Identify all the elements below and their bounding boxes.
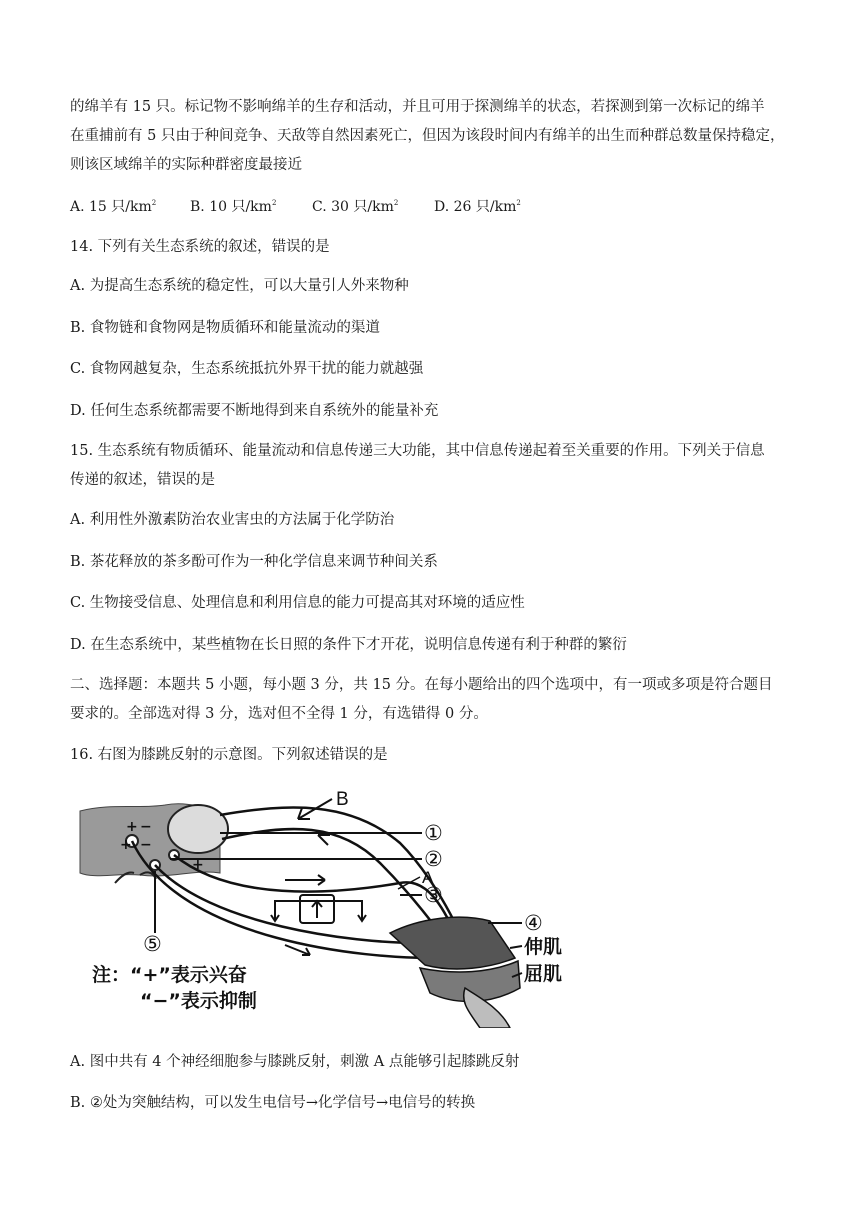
q15-stem-line-2: 传递的叙述，错误的是 (70, 472, 215, 488)
note-excitation: 注：“+”表示兴奋 (92, 964, 247, 986)
q13-option-d: D. 26 只$/km^2$ (434, 199, 521, 215)
label-5: ⑤ (143, 932, 162, 956)
q13-option-b: B. 10 只$/km^2$ (190, 199, 277, 215)
q15-option-b: B. 茶花释放的茶多酚可作为一种化学信息来调节种间关系 (70, 554, 438, 570)
label-3: ③ (424, 883, 443, 907)
q13-line-3: 则该区域绵羊的实际种群密度最接近 (70, 157, 302, 173)
sensory-fiber-lower (222, 829, 440, 933)
leader-line-extensor (510, 946, 522, 948)
q16-option-a: A. 图中共有 4 个神经细胞参与膝跳反射，刺激 A 点能够引起膝跳反射 (70, 1054, 520, 1070)
sign-plus-3: + (192, 857, 204, 873)
arrow-motor-fiber (285, 875, 325, 885)
q13-line-1: 的绵羊有 15 只。标记物不影响绵羊的生存和活动，并且可用于探测绵羊的状态，若探测到第一次标记的绵羊 (70, 99, 765, 115)
q16-stem: 16. 右图为膝跳反射的示意图。下列叙述错误的是 (70, 747, 388, 763)
label-1: ① (424, 821, 443, 845)
arrow-inhibitory (285, 945, 310, 955)
dorsal-root-ganglion (168, 805, 228, 853)
arrow-up-in-box (312, 901, 322, 918)
arrow-upper-fiber (318, 835, 330, 845)
note-inhibition: “−”表示抑制 (140, 990, 257, 1012)
q13-line-2: 在重捕前有 5 只由于种间竞争、天敌等自然因素死亡，但因为该段时间内有绵羊的出生而种群总数量保持稳定， (70, 128, 785, 144)
sign-plus-2: + (120, 837, 132, 853)
extensor-muscle (390, 917, 515, 969)
label-flexor: 屈肌 (524, 963, 563, 985)
sign-minus-2: − (140, 837, 152, 853)
q15-option-d: D. 在生态系统中，某些植物在长日照的条件下才开花，说明信息传递有利于种群的繁衍 (70, 637, 627, 653)
q14-option-b: B. 食物链和食物网是物质循环和能量流动的渠道 (70, 320, 380, 336)
q14-option-a: A. 为提高生态系统的稳定性，可以大量引人外来物种 (70, 278, 409, 294)
label-4: ④ (524, 911, 543, 935)
label-extensor: 伸肌 (524, 936, 563, 958)
section-2-line-1: 二、选择题：本题共 5 小题，每小题 3 分，共 15 分。在每小题给出的四个选项中，有一项或多项是符合题目 (70, 677, 773, 693)
label-b: B (336, 789, 349, 810)
q14-stem: 14. 下列有关生态系统的叙述，错误的是 (70, 239, 330, 255)
q15-option-c: C. 生物接受信息、处理信息和利用信息的能力可提高其对环境的适应性 (70, 595, 525, 611)
q14-option-d: D. 任何生态系统都需要不断地得到来自系统外的能量补充 (70, 403, 439, 419)
sign-minus-1: − (140, 819, 152, 835)
label-2: ② (424, 847, 443, 871)
q14-option-c: C. 食物网越复杂，生态系统抵抗外界干扰的能力就越强 (70, 361, 424, 377)
q13-option-a: A. 15 只$/km^2$ (70, 199, 157, 215)
section-2-line-2: 要求的。全部选对得 3 分，选对但不全得 1 分，有选错得 0 分。 (70, 706, 488, 722)
q15-option-a: A. 利用性外激素防治农业害虫的方法属于化学防治 (70, 512, 395, 528)
sign-plus-1: + (126, 819, 138, 835)
q13-option-c: C. 30 只$/km^2$ (312, 199, 399, 215)
knee-jerk-reflex-diagram (70, 783, 590, 1028)
q16-option-b: B. ②处为突触结构，可以发生电信号→化学信号→电信号的转换 (70, 1095, 476, 1111)
q15-stem-line-1: 15. 生态系统有物质循环、能量流动和信息传递三大功能，其中信息传递起着至关重要的作用。下列关于信息 (70, 443, 765, 459)
label-a: A (422, 868, 434, 887)
